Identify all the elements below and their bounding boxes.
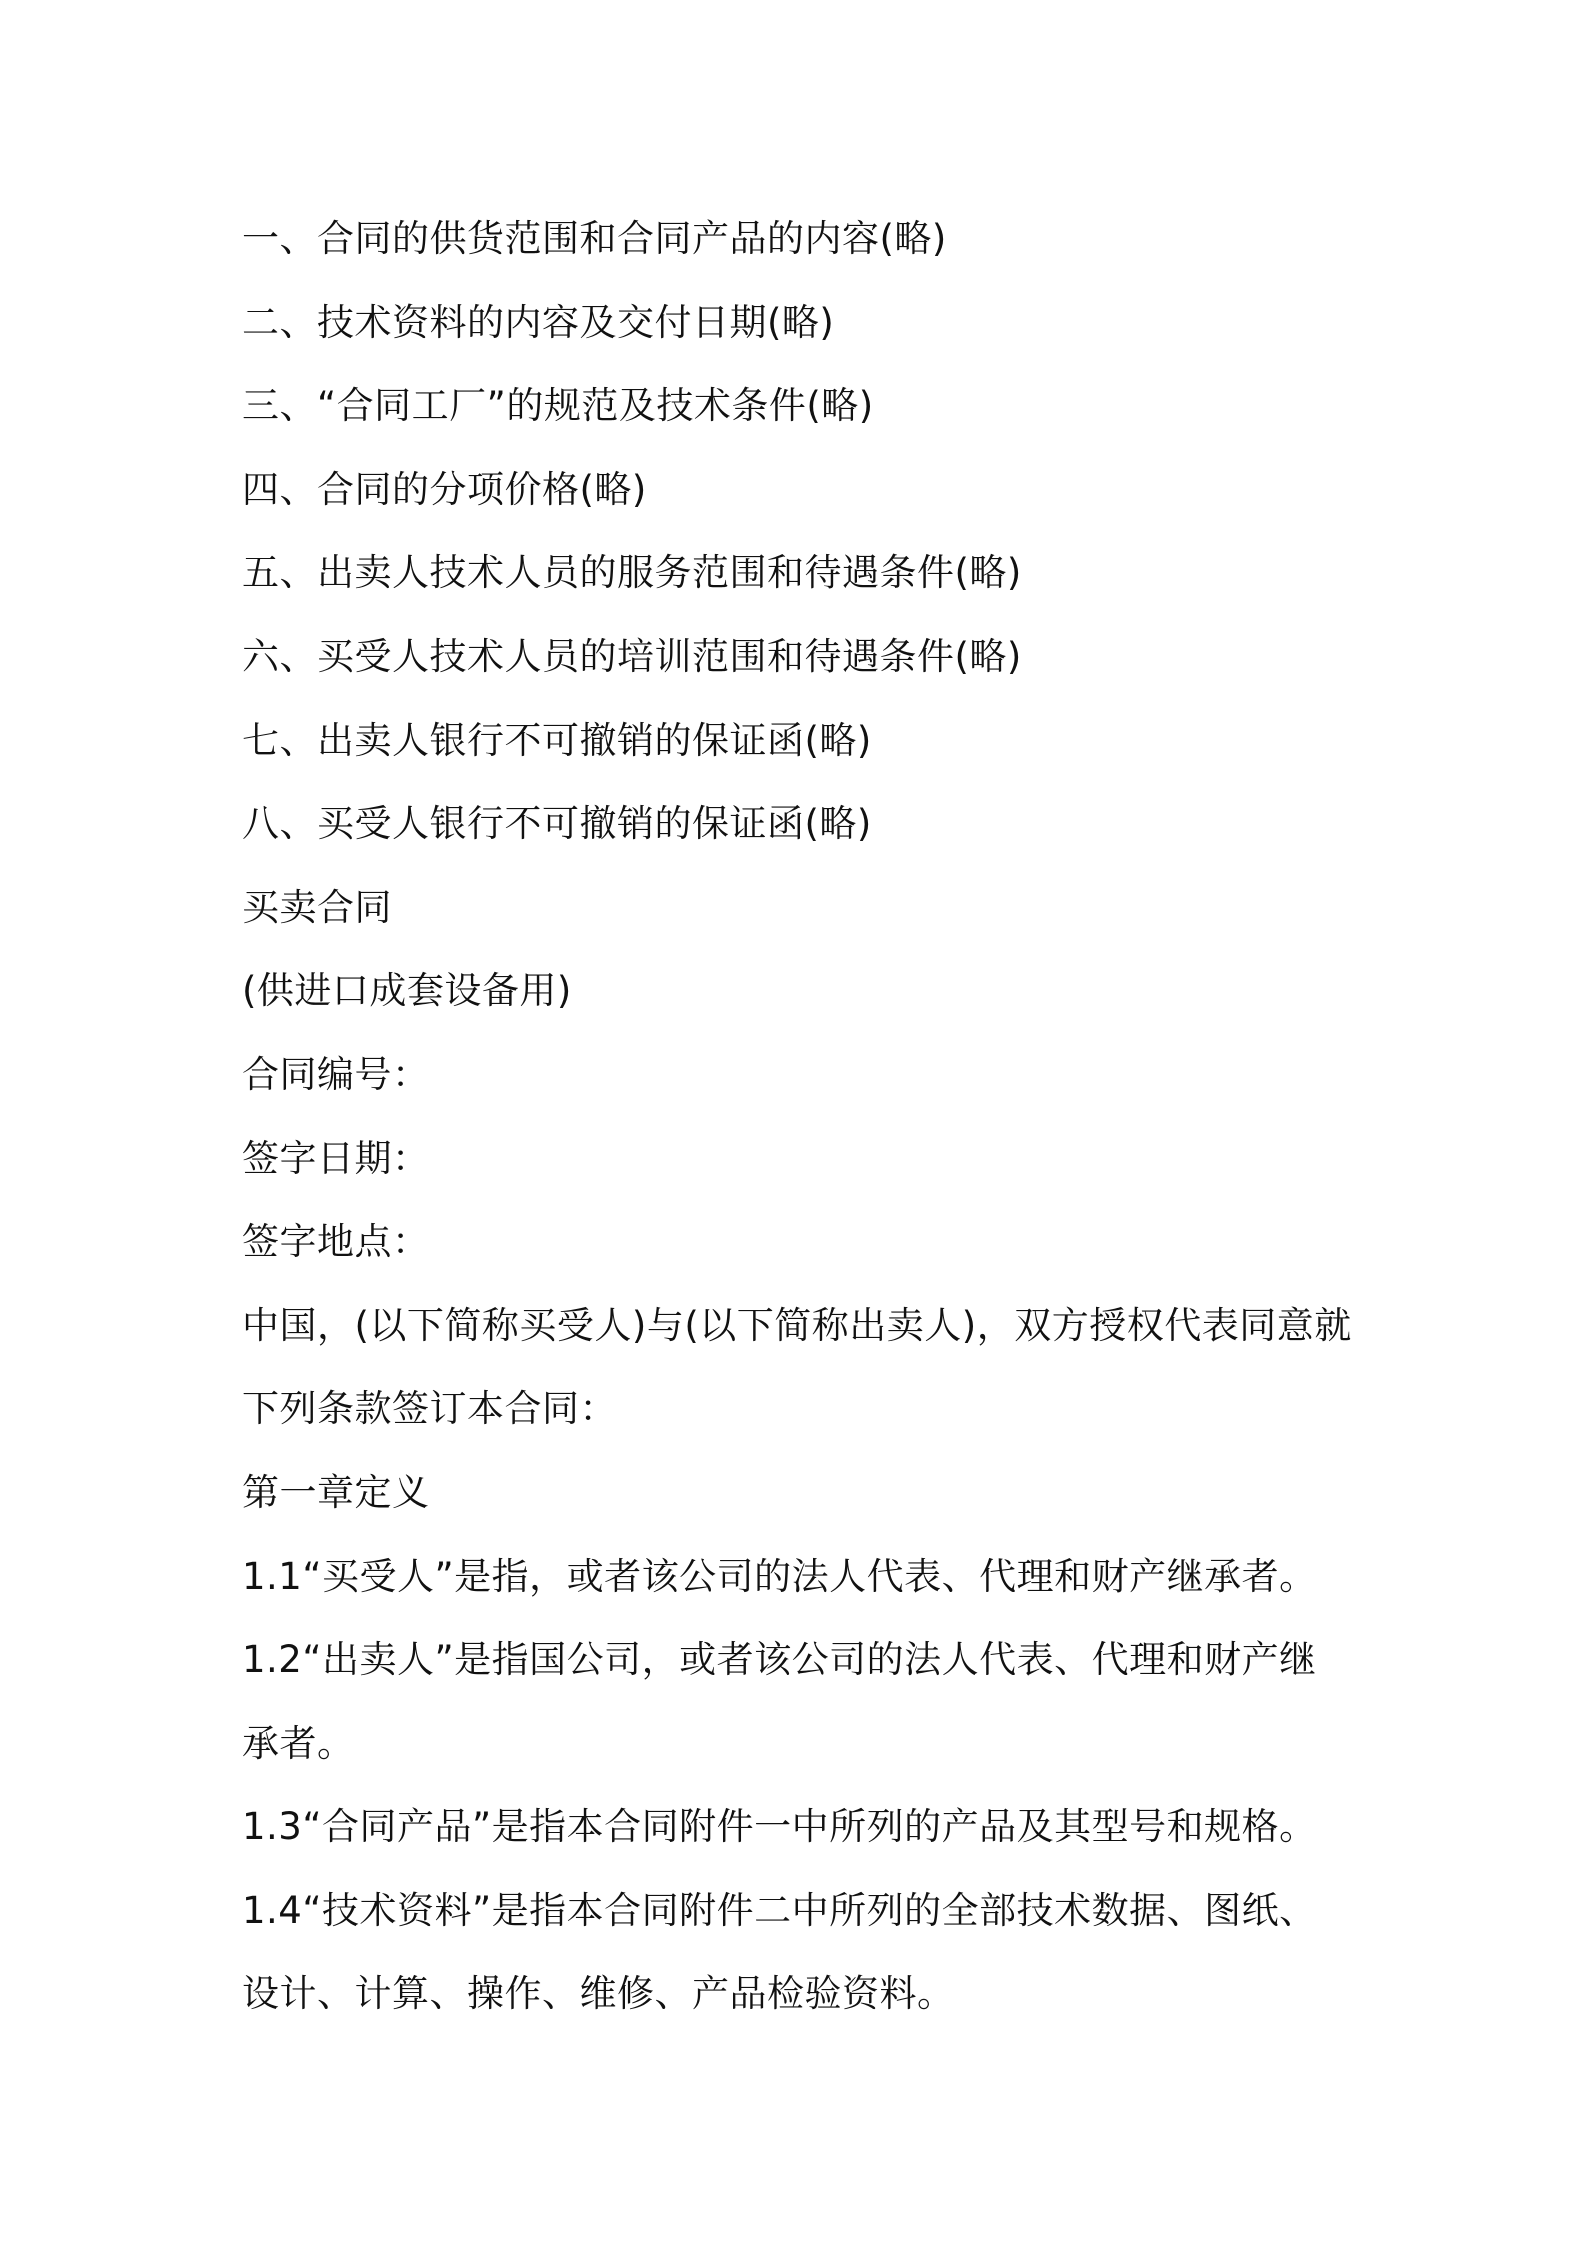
contract-number-label: 合同编号： <box>242 1052 430 1096</box>
clause-1-3: 1.3“合同产品”是指本合同附件一中所列的产品及其型号和规格。 <box>242 1805 1317 1849</box>
appendix-item-3: 三、“合同工厂”的规范及技术条件(略) <box>242 384 874 428</box>
clause-1-4-line-2: 设计、计算、操作、维修、产品检验资料。 <box>242 1972 955 2016</box>
appendix-item-2: 二、技术资料的内容及交付日期(略) <box>242 300 835 344</box>
appendix-item-4: 四、合同的分项价格(略) <box>242 467 647 511</box>
contract-title: 买卖合同 <box>242 885 392 929</box>
document-body <box>242 197 1352 2036</box>
chapter-heading: 第一章定义 <box>242 1470 430 1514</box>
contract-subtitle: (供进口成套设备用) <box>242 969 572 1013</box>
clause-1-2-line-1: 1.2“出卖人”是指国公司，或者该公司的法人代表、代理和财产继 <box>242 1638 1317 1682</box>
appendix-item-6: 六、买受人技术人员的培训范围和待遇条件(略) <box>242 634 1022 678</box>
clause-1-1: 1.1“买受人”是指，或者该公司的法人代表、代理和财产继承者。 <box>242 1554 1317 1598</box>
appendix-item-1: 一、合同的供货范围和合同产品的内容(略) <box>242 217 947 260</box>
preamble-line-2: 下列条款签订本合同： <box>242 1387 617 1431</box>
preamble-line-1: 中国，(以下简称买受人)与(以下简称出卖人)，双方授权代表同意就 <box>242 1303 1352 1347</box>
appendix-item-8: 八、买受人银行不可撤销的保证函(略) <box>242 802 872 846</box>
appendix-item-5: 五、出卖人技术人员的服务范围和待遇条件(略) <box>242 551 1022 595</box>
clause-1-2-line-2: 承者。 <box>242 1721 355 1765</box>
signing-date-label: 签字日期： <box>242 1136 430 1180</box>
appendix-item-7: 七、出卖人银行不可撤销的保证函(略) <box>242 718 872 762</box>
clause-1-4-line-1: 1.4“技术资料”是指本合同附件二中所列的全部技术数据、图纸、 <box>242 1888 1317 1932</box>
signing-place-label: 签字地点： <box>242 1220 430 1264</box>
